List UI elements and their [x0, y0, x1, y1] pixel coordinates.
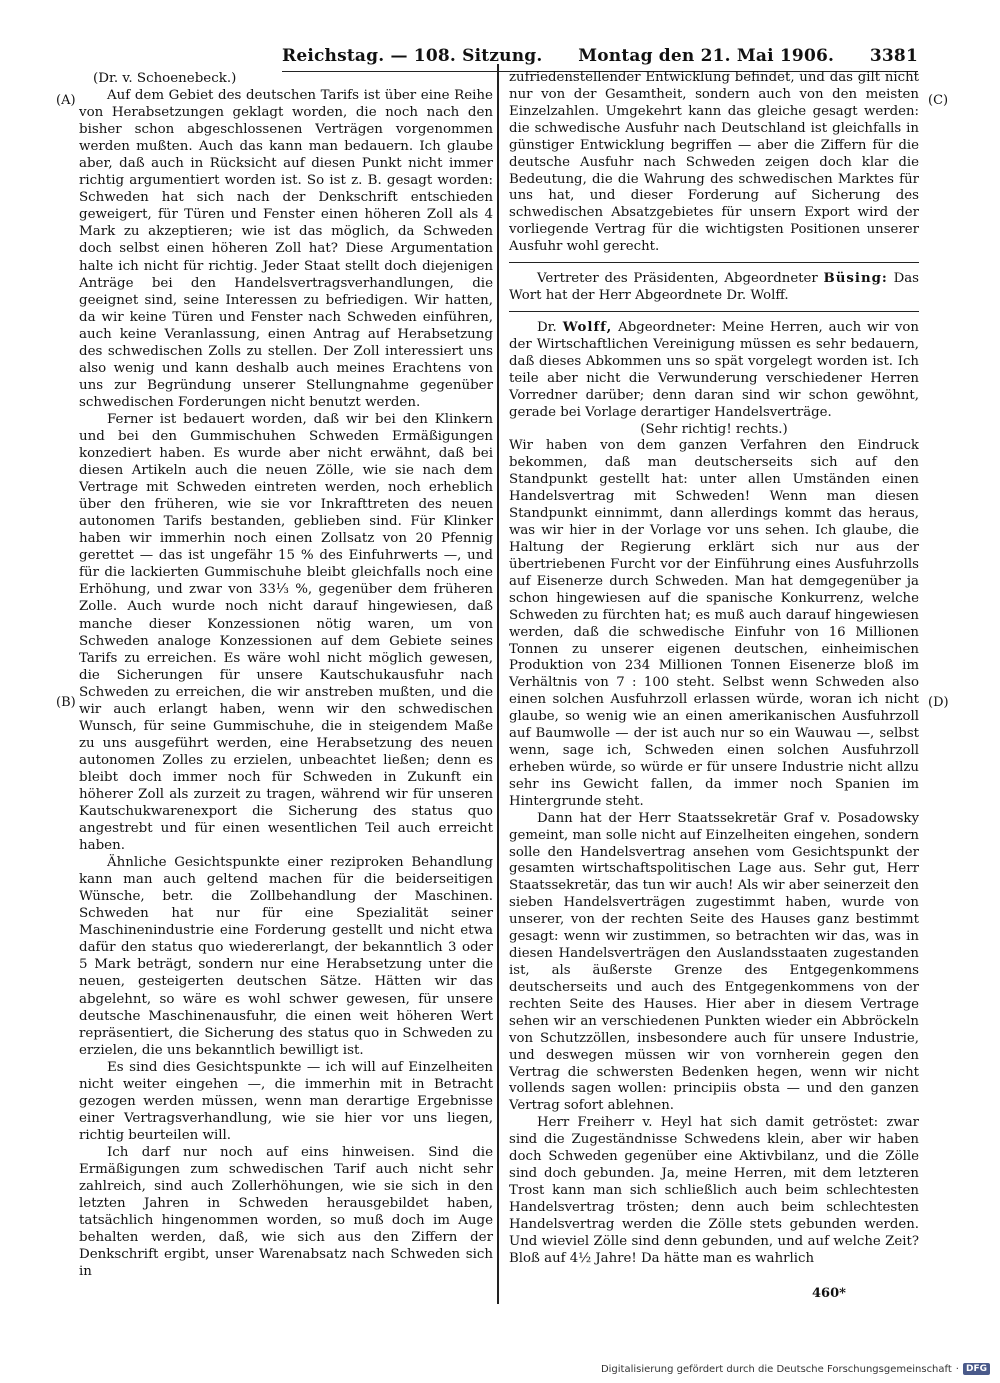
dfg-logo-icon: DFG — [963, 1363, 990, 1375]
left-column — [79, 70, 493, 1280]
margin-mark-c: (C) — [928, 93, 949, 108]
footer-dot: · — [955, 1363, 959, 1375]
paragraph: zufriedenstellender Entwicklung befindet, und das gilt nicht nur von der Gesamtheit, sondern auch von den meisten Einzelzahlen. Umgekehrt kann das gleiche gesagt werden: die schwedische Ausfuhr nach Deutschland ist gleichfalls in günstiger Entwicklung begriffen — aber die Ziffern für die deutsche Ausfuhr nach Schweden zeigen doch klar die Bedeutung, die die Wahrung des schwedischen Marktes für uns hat, und dieser Forderung auf Sicherung des schwedischen Absatzgebietes für unsern Export wird der vorliegende Vertrag für die wichtigsten Positionen unserer Ausfuhr wohl gerecht. — [509, 70, 919, 255]
interjection: (Sehr richtig! rechts.) — [640, 421, 788, 437]
paragraph: Ferner ist bedauert worden, daß wir bei den Klinkern und bei den Gummischuhen Schweden Ermäßigungen konzediert haben. Es wurde aber nicht erwähnt, daß bei diesen Artikeln auch die neuen Zölle, wie sie nach dem Vertrage mit Schweden eintreten werden, noch erheblich über den früheren, wie sie vor Inkrafttreten des neuen autonomen Tarifs bestanden, geblieben sind. Für Klinker haben wir immerhin noch einen Zollsatz von 20 Pfennig gerettet — das ist ungefähr 15 % des Einfuhrwerts —, und für die lackierten Gummischuhe bleibt gleichfalls noch eine Erhöhung, und zwar von 33⅓ %, gegenüber dem früheren Zolle. Auch wurde noch nicht darauf hingewiesen, daß manche dieser Konzessionen nötig waren, um von Schweden analoge Konzessionen auf dem Gebiete seines Tarifs zu erreichen. Es wäre wohl nicht möglich gewesen, die Sicherungen für unsere Kautschukausfuhr nach Schweden zu erreichen, die wir anstreben mußten, und die wir auch erlangt haben, wenn wir den schwedischen Wunsch, für seine Gummischuhe, die in steigendem Maße zu uns ausgeführt werden, eine Herabsetzung des neuen autonomen Zolles zu erzielen, unbeachtet ließen; denn es bleibt doch immer noch für Schweden in Zukunft ein höherer Zoll als zurzeit zu tragen, während wir für unseren Kautschukwarenexport die Sicherung des status quo angestrebt und für einen wesentlichen Teil auch erreicht haben. — [79, 411, 493, 854]
paragraph: Ich darf nur noch auf eins hinweisen. Sind die Ermäßigungen zum schwedischen Tarif auch nicht sehr zahlreich, sind auch Zollerhöhungen, wie sie sich in den letzten Jahren in Schweden herausgebildet haben, tatsächlich hingenommen worden, so muß doch im Auge behalten werden, daß, wie sich aus den Ziffern der Denkschrift ergibt, unser Warenabsatz nach Schweden sich in — [79, 1144, 493, 1280]
header-date: Montag den 21. Mai 1906. — [578, 46, 835, 66]
page-number: 3381 — [869, 46, 918, 66]
paragraph: Ähnliche Gesichtspunkte einer reziproken Behandlung kann man auch geltend machen für die beiderseitigen Wünsche, betr. die Zollbehandlung der Maschinen. Schweden hat nur für eine Spezialität seiner Maschinenindustrie eine Forderung gestellt und nicht etwa dafür den status quo wiedererlangt, der bekanntlich 3 oder 5 Mark beträgt, sondern nur eine Herabsetzung unter die neuen, gesteigerten deutschen Sätze. Hätten wir das abgelehnt, so wäre es wohl schwer gewesen, für unsere deutsche Maschinenausfuhr, die einen weit höheren Wert repräsentiert, die Sicherung des status quo in Schweden zu erzielen, die uns bekanntlich bewilligt ist. — [79, 855, 493, 1058]
speaker-paragraph — [509, 320, 919, 422]
section-rule — [509, 311, 919, 312]
speaker-name: Wolff, — [562, 319, 613, 335]
margin-mark-a: (A) — [56, 93, 76, 108]
footer — [601, 1363, 990, 1375]
chair-name: Büsing: — [823, 271, 888, 287]
paragraph: Herr Freiherr v. Heyl hat sich damit getröstet: zwar sind die Zugeständnisse Schwedens klein, aber wir haben doch Schweden gegenüber eine Aktivbilanz, und die Zölle sind doch gebunden. Ja, meine Herren, mit dem letzteren Trost kann man sich schließlich auch beim schlechtesten Handelsvertrag trösten; denn auch beim schlechtesten Handelsvertrag werden die Zölle stets gebunden werden. Und wieviel Zölle sind denn gebunden, und auf welche Zeit? Bloß auf 4½ Jahre! Da hätte man es wahrlich — [509, 1115, 919, 1266]
paragraph: Dann hat der Herr Staatssekretär Graf v. Posadowsky gemeint, man solle nicht auf Einzelheiten eingehen, sondern solle den Handelsvertrag ansehen vom Gesichtspunkt der gesamten wirtschaftspolitischen Lage aus. Sehr gut, Herr Staatssekretär, das tun wir auch! Als wir aber seinerzeit den sieben Handelsverträgen zugestimmt haben, wurde von unserer, von der rechten Seite des Hauses ganz bestimmt gesagt: wenn wir zustimmen, so betrachten wir das, was in diesen Handelsverträgen den Auslandsstaaten zugestanden ist, als äußerste Grenze des Entgegenkommens deutscherseits und auch des Entgegenkommens von der rechten Seite des Hauses. Hier aber in diesem Vertrage sehen wir an verschiedenen Punkten wieder ein Abbröckeln von Schutzzöllen, insbesondere auch für unsere Industrie, und deswegen müssen wir von vornherein gegen den Vertrag die schwersten Bedenken hegen, wenn wir nicht vollends sagen wollen: principiis obsta — und den ganzen Vertrag sofort ablehnen. — [509, 810, 919, 1114]
speaker-title: Dr. — [537, 319, 557, 335]
page-header — [282, 46, 918, 66]
column-divider — [497, 64, 499, 1304]
signature-mark: 460* — [812, 1286, 846, 1301]
paragraph: Auf dem Gebiet des deutschen Tarifs ist über eine Reihe von Herabsetzungen geklagt worden, die noch nach den bisher schon abgeschlossenen Verträgen vorgenommen werden mußten. Auch das kann man bedauern. Ich glaube aber, daß auch in Rücksicht auf diesen Punkt nicht immer richtig argumentiert worden ist. So ist z. B. gesagt worden: Schweden hat sich nach der Denkschrift entschieden geweigert, für Türen und Fenster einen höheren Zoll als 4 Mark zu akzeptieren; wie ist das möglich, da Schweden doch selbst einen höheren Zoll hat? Diese Argumentation halte ich nicht für richtig. Jeder Staat stellt doch diejenigen Anträge bei den Handelsvertragsverhandlungen, die geeignet sind, seine Interessen zu befriedigen. Wir hatten, da wir keine Türen und Fenster nach Schweden einführen, auch keine Veranlassung, einen Antrag auf Herabsetzung des schwedischen Zolls zu stellen. Der Zoll interessiert uns also wenig und kann deshalb auch meines Erachtens von uns zur Begründung unserer Stellungnahme gegenüber schwedischen Forderungen nicht benutzt werden. — [79, 88, 493, 410]
right-column — [509, 70, 919, 1268]
paragraph: Es sind dies Gesichtspunkte — ich will auf Einzelheiten nicht weiter eingehen —, die immerhin mit in Betracht gezogen werden müssen, wenn man derartige Ergebnisse einer Vertragsverhandlung, wie sie hier vor uns liegen, richtig beurteilen will. — [79, 1059, 493, 1143]
chair-intro: Vertreter des Präsidenten, Abgeordneter — [537, 271, 818, 287]
speaker-continuation: (Dr. v. Schoenebeck.) — [93, 71, 237, 86]
speaker-text: Abgeordneter: Meine Herren, auch wir von der Wirtschaftlichen Vereinigung müssen es sehr bedauern, daß dieses Abkommen uns so spät vorgelegt worden ist. Ich teile aber nicht die Verwunderung verschiedener Herren Vorredner darüber; denn daran sind wir schon gewöhnt, gerade bei Vorlage derartiger Handelsverträge. — [509, 319, 919, 420]
margin-mark-b: (B) — [56, 695, 76, 710]
chair-statement — [509, 271, 919, 305]
chair-text: Das Wort hat der Herr Abgeordnete Dr. Wolff. — [509, 271, 919, 304]
paragraph: Wir haben von dem ganzen Verfahren den Eindruck bekommen, daß man deutscherseits sich auf den Standpunkt gestellt hat: unter allen Umständen einen Handelsvertrag mit Schweden! Wenn man diesen Standpunkt einnimmt, dann allerdings kommt das heraus, was wir hier in der Vorlage vor uns sehen. Ich glaube, die Haltung der Regierung erklärt sich nur aus der übertriebenen Furcht vor der Einführung eines Ausfuhrzolls auf Eisenerze durch Schweden. Man hat demgegenüber ja schon hingewiesen auf die spanische Konkurrenz, welche Schweden zu fürchten hat; es muß auch darauf hingewiesen werden, daß die schwedische Einfuhr von 16 Millionen Tonnen zu unserer eigenen deutschen, einheimischen Produktion von 234 Millionen Tonnen Eisenerze bloß im Verhältnis von 7 : 100 steht. Selbst wenn Schweden also einen solchen Ausfuhrzoll erlassen würde, woran ich nicht glaube, so wenig wie an einen amerikanischen Ausfuhrzoll auf Baumwolle — der ist auch nur so ein Wauwau —, selbst wenn, sage ich, Schweden einen solchen Ausfuhrzoll erheben würde, so würde er für unsere Industrie nicht allzu sehr ins Gewicht fallen, da immer noch Spanien im Hintergrunde steht. — [509, 438, 919, 809]
section-rule — [509, 262, 919, 263]
margin-mark-d: (D) — [928, 695, 949, 710]
header-session: Reichstag. — 108. Sitzung. — [282, 46, 543, 66]
footer-text: Digitalisierung gefördert durch die Deutsche Forschungsgemeinschaft — [600, 1363, 952, 1375]
